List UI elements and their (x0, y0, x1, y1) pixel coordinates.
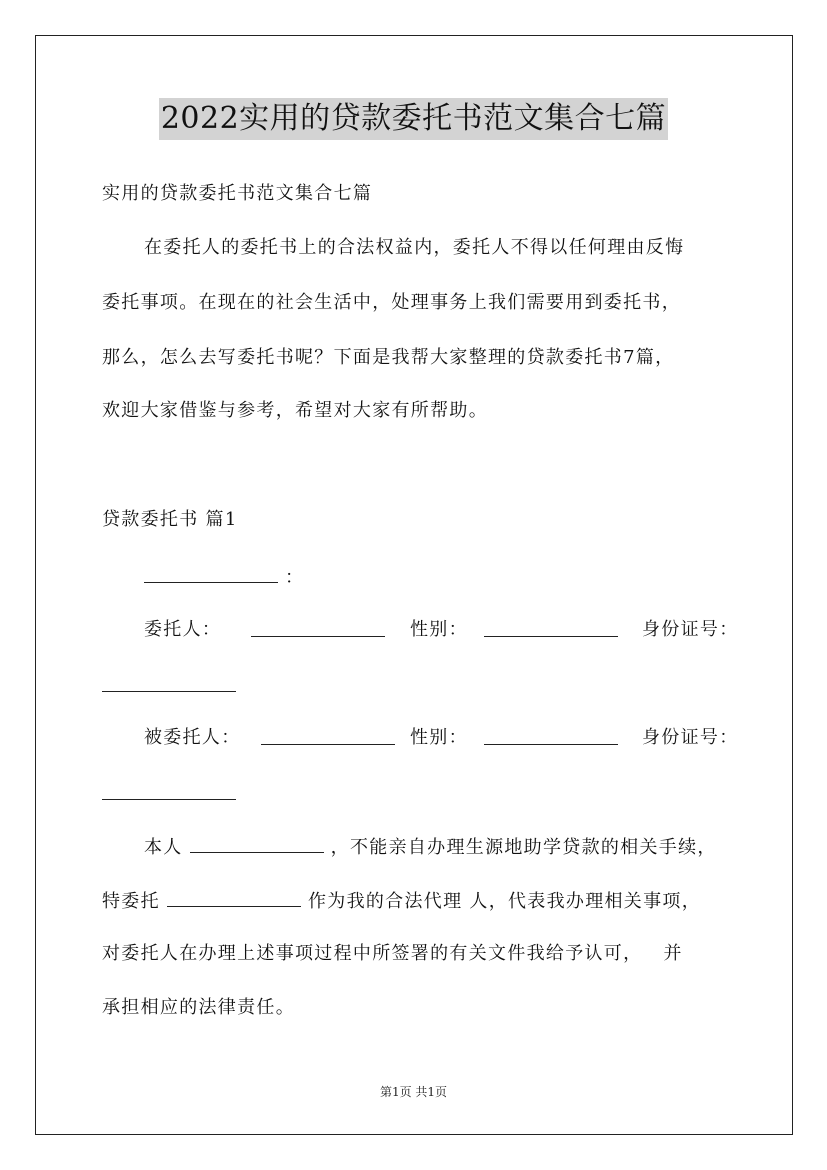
body-line-2-suffix: 作为我的合法代理 人，代表我办理相关事项， (307, 891, 701, 912)
body-line-2-blank (167, 888, 301, 907)
principal-id-blank (102, 673, 236, 692)
principal-id-label: 身份证号： (642, 619, 739, 640)
agent-gender-label: 性别： (410, 727, 468, 748)
agent-id-blank (102, 781, 236, 800)
intro-line-4: 欢迎大家借鉴与参考，希望对大家有所帮助。 (102, 400, 488, 421)
body-line-1-suffix: ，不能亲自办理生源地助学贷款的相关手续， (330, 837, 717, 858)
body-line-1 (144, 834, 717, 860)
principal-gender-wrap (484, 618, 618, 644)
principal-id-wrap (102, 673, 236, 699)
agent-name-blank (261, 726, 395, 745)
agent-id-label: 身份证号： (642, 727, 739, 748)
addressee-blank (144, 564, 278, 583)
section-heading: 贷款委托书 篇1 (102, 509, 238, 530)
agent-gender-blank (484, 726, 618, 745)
body-line-2 (102, 888, 701, 914)
addressee-colon: ： (285, 567, 305, 588)
principal-gender-blank (484, 618, 618, 637)
intro-line-1: 在委托人的委托书上的合法权益内，委托人不得以任何理由反悔 (144, 237, 685, 258)
principal-blank-wrap (251, 618, 385, 644)
document-title: 2022实用的贷款委托书范文集合七篇 (159, 98, 668, 140)
agent-gender-wrap (484, 726, 618, 752)
principal-label: 委托人： (144, 619, 222, 640)
body-line-2-prefix: 特委托 (102, 891, 160, 912)
body-line-4: 承担相应的法律责任。 (102, 997, 295, 1018)
agent-blank-wrap (261, 726, 395, 752)
intro-line-3: 那么，怎么去写委托书呢？下面是我帮大家整理的贷款委托书7篇， (102, 347, 675, 368)
intro-line-2: 委托事项。在现在的社会生活中，处理事务上我们需要用到委托书， (102, 292, 681, 313)
principal-gender-label: 性别： (410, 619, 468, 640)
agent-label: 被委托人： (144, 727, 241, 748)
agent-id-wrap (102, 781, 236, 807)
body-line-1-prefix: 本人 (144, 837, 183, 858)
principal-name-blank (251, 618, 385, 637)
document-subtitle: 实用的贷款委托书范文集合七篇 (102, 183, 373, 204)
addressee-line (144, 564, 304, 590)
body-line-1-blank (190, 834, 324, 853)
page-footer: 第1页 共1页 (379, 1085, 448, 1099)
body-line-3: 对委托人在办理上述事项过程中所签署的有关文件我给予认可， 并 (102, 943, 683, 964)
